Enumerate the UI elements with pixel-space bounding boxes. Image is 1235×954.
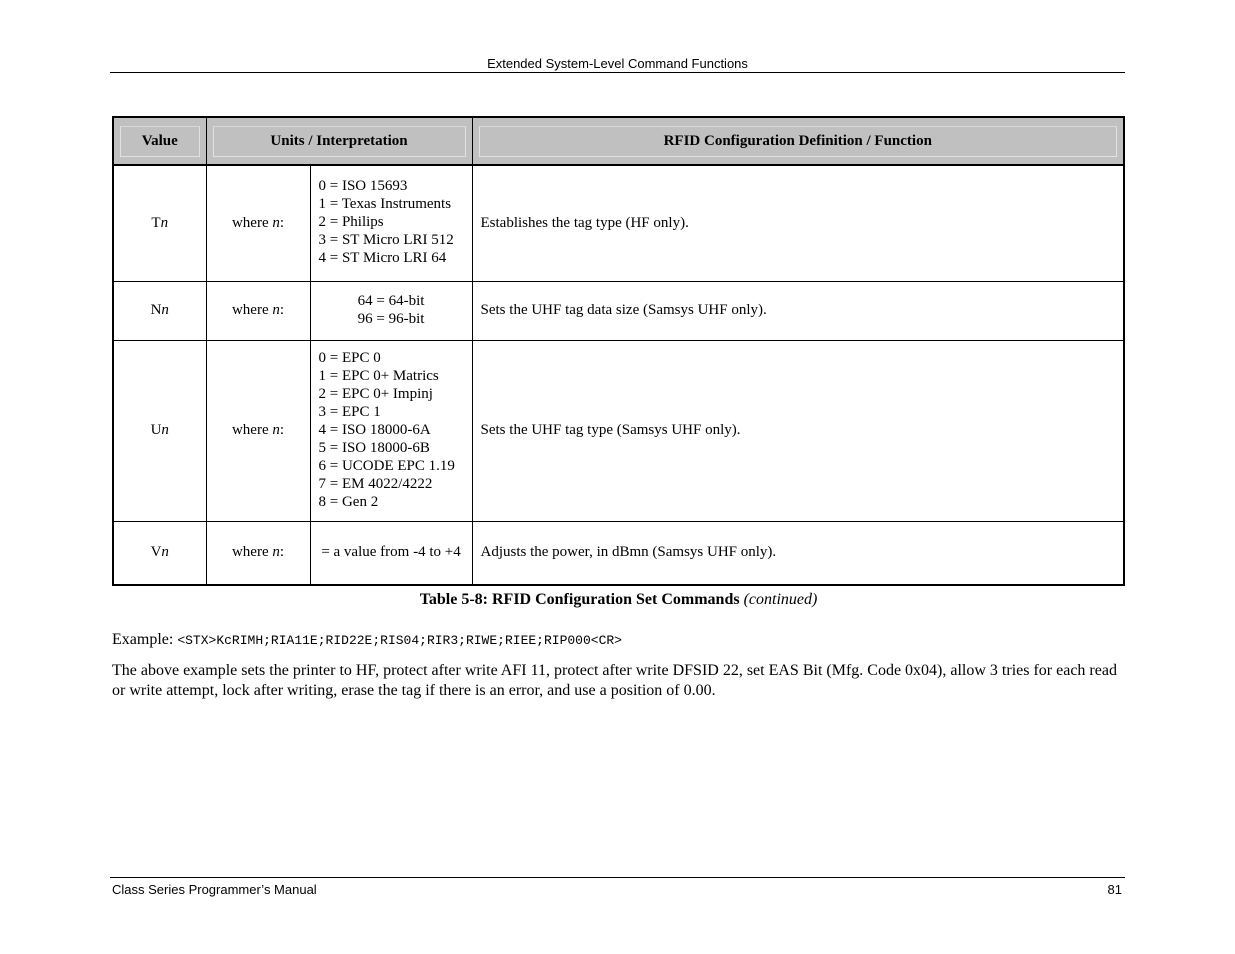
- definition-cell: Sets the UHF tag type (Samsys UHF only).: [472, 340, 1124, 521]
- option-item: 7 = EM 4022/4222: [318, 475, 433, 492]
- value-cell: Un: [113, 340, 206, 521]
- option-item: 0 = ISO 15693: [318, 178, 408, 195]
- column-header-units: Units / Interpretation: [206, 117, 472, 165]
- option-item: 2 = EPC 0+ Impinj: [318, 385, 433, 402]
- option-item: 5 = ISO 18000-6B: [318, 439, 430, 456]
- option-item: 6 = UCODE EPC 1.19: [318, 457, 455, 474]
- where-cell: where n:: [206, 165, 310, 281]
- footer-rule: [110, 877, 1125, 878]
- header-rule: [110, 72, 1125, 73]
- where-cell: where n:: [206, 340, 310, 521]
- definition-cell: Establishes the tag type (HF only).: [472, 165, 1124, 281]
- option-item: 2 = Philips: [318, 214, 384, 231]
- column-header-definition: RFID Configuration Definition / Function: [472, 117, 1124, 165]
- option-item: = a value from -4 to +4: [321, 543, 461, 560]
- options-cell: [310, 165, 472, 281]
- option-item: 4 = ST Micro LRI 64: [318, 250, 447, 267]
- table-row: [113, 340, 1124, 521]
- value-cell: Nn: [113, 281, 206, 340]
- option-item: 96 = 96-bit: [357, 310, 425, 327]
- example-label: Example:: [112, 631, 174, 648]
- table-row: [113, 165, 1124, 281]
- rfid-config-table: [112, 116, 1125, 586]
- table-row: [113, 521, 1124, 585]
- option-item: 1 = EPC 0+ Matrics: [318, 367, 439, 384]
- running-header: Extended System-Level Command Functions: [487, 56, 748, 71]
- table-row: [113, 281, 1124, 340]
- table-header-row: [113, 117, 1124, 165]
- table-caption: Table 5-8: RFID Configuration Set Commands (continued): [419, 591, 818, 608]
- option-item: 3 = EPC 1: [318, 403, 381, 420]
- option-item: 0 = EPC 0: [318, 349, 381, 366]
- option-item: 1 = Texas Instruments: [318, 196, 452, 213]
- example-code: <STX>KcRIMH;RIA11E;RID22E;RIS04;RIR3;RIWE;RIEE;RIP000<CR>: [177, 633, 622, 648]
- where-cell: where n:: [206, 521, 310, 585]
- option-item: 4 = ISO 18000-6A: [318, 421, 431, 438]
- example-line: [112, 631, 622, 649]
- where-cell: where n:: [206, 281, 310, 340]
- value-cell: Vn: [113, 521, 206, 585]
- definition-cell: Sets the UHF tag data size (Samsys UHF only).: [472, 281, 1124, 340]
- page-number: 81: [1107, 882, 1122, 897]
- column-header-value: Value: [113, 117, 206, 165]
- definition-cell: Adjusts the power, in dBmn (Samsys UHF only).: [472, 521, 1124, 585]
- options-cell: [310, 281, 472, 340]
- body-paragraph: The above example sets the printer to HF, protect after write AFI 11, protect after write DFSID 22, set EAS Bit (Mfg. Code 0x04), allow 3 tries for each read or write attempt, lock after writing, erase the tag if there is an error, and use a position of 0.00.: [112, 662, 1117, 699]
- options-cell: [310, 340, 472, 521]
- option-item: 3 = ST Micro LRI 512: [318, 232, 454, 249]
- footer-manual-title: Class Series Programmer’s Manual: [112, 882, 317, 897]
- option-item: 8 = Gen 2: [318, 493, 379, 510]
- options-cell: [310, 521, 472, 585]
- option-item: 64 = 64-bit: [357, 292, 425, 309]
- value-cell: Tn: [113, 165, 206, 281]
